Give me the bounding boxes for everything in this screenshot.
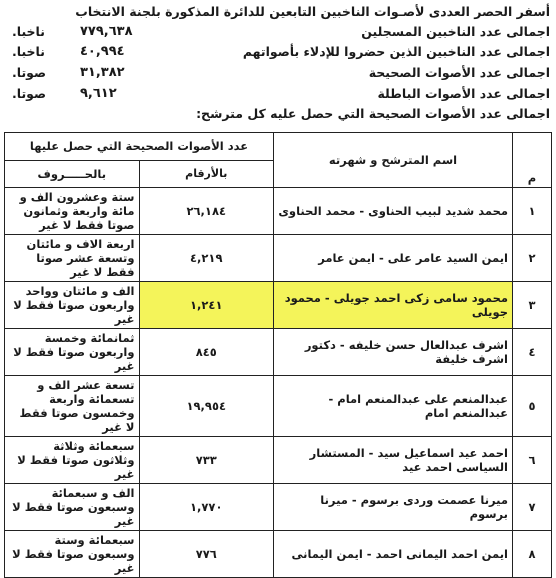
votes-words: الف و مائتان وواحد واربعون صوتا فقط لا غير: [5, 282, 140, 329]
table-header-row: [5, 133, 552, 161]
header-title: أسفر الحصر العددى لأصـوات الناخبين التابعين للدائرة المذكورة بلجنة الانتخاب: [75, 4, 550, 19]
results-table: [4, 132, 552, 578]
header-unit-registered: ناخبا.: [12, 24, 45, 39]
table-row: [5, 376, 552, 437]
votes-digits: ٧٧٦: [139, 531, 274, 578]
header-unit-attended: ناخبا.: [12, 44, 45, 59]
votes-words: ستة وعشرون الف و مائة واربعة وثمانون صوتا فقط لا غير: [5, 188, 140, 235]
table-row: [5, 531, 552, 578]
votes-words: الف و سبعمائة وسبعون صوتا فقط لا غير: [5, 484, 140, 531]
header-value-registered: ٧٧٩,٦٣٨: [80, 24, 133, 39]
col-index-header: م: [513, 133, 552, 188]
header-value-attended: ٤٠,٩٩٤: [80, 44, 125, 59]
candidate-name: ميرنا عصمت وردى برسوم - ميرنا برسوم: [274, 484, 513, 531]
header: [0, 0, 556, 132]
candidate-name: ايمن السيد عامر على - ايمن عامر: [274, 235, 513, 282]
row-index: ١: [513, 188, 552, 235]
header-value-valid: ٣١,٣٨٢: [80, 65, 125, 80]
header-line-invalid: اجمالى عدد الأصوات الباطلة: [377, 86, 550, 101]
row-index: ٥: [513, 376, 552, 437]
row-index: ٦: [513, 437, 552, 484]
col-digits-header: بالأرقام: [139, 160, 274, 188]
table-row: [5, 437, 552, 484]
header-value-invalid: ٩,٦١٢: [80, 86, 117, 101]
header-line-attended: اجمالى عدد الناخبين الذين حضروا للإدلاء بأصواتهم: [242, 44, 550, 59]
table-row-highlighted: [5, 282, 552, 329]
table-row: [5, 235, 552, 282]
votes-words: اربعة الاف و مائتان وتسعة عشر صوتا فقط لا غير: [5, 235, 140, 282]
header-line-registered: اجمالى عدد الناخبين المسجلين: [361, 24, 550, 39]
header-unit-invalid: صوتا.: [12, 86, 47, 101]
candidate-name: محمود سامى زكى احمد جويلى - محمود جويلى: [274, 282, 513, 329]
votes-digits: ٧٣٣: [139, 437, 274, 484]
table-row: [5, 329, 552, 376]
table-row: [5, 188, 552, 235]
votes-words: سبعمائة وستة وسبعون صوتا فقط لا غير: [5, 531, 140, 578]
votes-digits: ١,٧٧٠: [139, 484, 274, 531]
votes-words: سبعمائة وثلاثة وثلاثون صوتا فقط لا غير: [5, 437, 140, 484]
row-index: ٧: [513, 484, 552, 531]
col-name-header: اسم المترشح و شهرته: [274, 133, 513, 188]
col-words-header: بالحـــــروف: [5, 160, 140, 188]
col-votes-header: عدد الأصوات الصحيحة التي حصل عليها: [5, 133, 274, 161]
header-unit-valid: صوتا.: [12, 65, 47, 80]
candidate-name: عبدالمنعم على عبدالمنعم امام - عبدالمنعم امام: [274, 376, 513, 437]
votes-digits: ١٩,٩٥٤: [139, 376, 274, 437]
candidate-name: اشرف عبدالعال حسن خليفه - دكتور اشرف خليفة: [274, 329, 513, 376]
row-index: ٢: [513, 235, 552, 282]
table-row: [5, 484, 552, 531]
votes-words: ثمانمائة وخمسة واربعون صوتا فقط لا غير: [5, 329, 140, 376]
header-intro: اجمالى عدد الأصوات الصحيحة التي حصل عليه كل مترشح:: [196, 106, 550, 121]
header-line-valid: اجمالى عدد الأصوات الصحيحة: [368, 65, 550, 80]
row-index: ٣: [513, 282, 552, 329]
candidate-name: ايمن احمد اليمانى احمد - ايمن اليمانى: [274, 531, 513, 578]
votes-words: تسعة عشر الف و تسعمائة واربعة وخمسون صوتا فقط لا غير: [5, 376, 140, 437]
votes-digits: ١,٢٤١: [139, 282, 274, 329]
candidate-name: محمد شديد لبيب الحناوى - محمد الحناوى: [274, 188, 513, 235]
votes-digits: ٨٤٥: [139, 329, 274, 376]
votes-digits: ٤,٢١٩: [139, 235, 274, 282]
votes-digits: ٢٦,١٨٤: [139, 188, 274, 235]
row-index: ٨: [513, 531, 552, 578]
candidate-name: احمد عيد اسماعيل سيد - المستشار السياسى احمد عيد: [274, 437, 513, 484]
row-index: ٤: [513, 329, 552, 376]
